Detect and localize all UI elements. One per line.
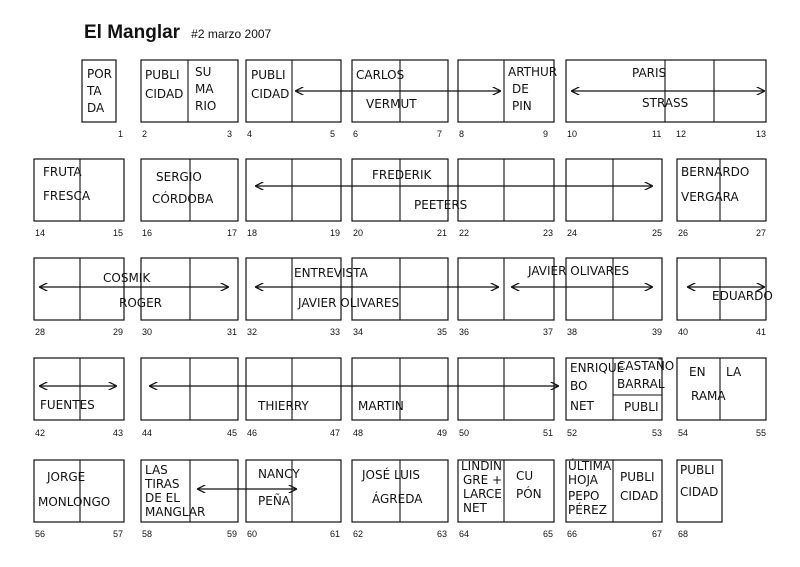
- page-number: 50: [459, 428, 470, 438]
- page-number: 33: [330, 327, 341, 337]
- page-number: 24: [567, 228, 578, 238]
- page-assignment-note: TA: [87, 84, 102, 98]
- page-assignment-note: PEPO: [568, 489, 600, 503]
- page-assignment-note: STRASS: [642, 96, 689, 110]
- page-number: 25: [652, 228, 663, 238]
- page-number: 9: [543, 129, 549, 139]
- page-assignment-note: CIDAD: [145, 87, 184, 101]
- page-assignment-note: COSMIK: [103, 271, 151, 285]
- page-assignment-note: MANGLAR: [145, 505, 206, 519]
- spread-frame: [34, 258, 124, 320]
- page-number: 49: [437, 428, 448, 438]
- page-assignment-note: ENTREVISTA: [294, 266, 368, 280]
- page-assignment-note: FRESCA: [43, 189, 91, 203]
- page-number: 55: [756, 428, 767, 438]
- page-assignment-note: PUBLI: [680, 463, 715, 477]
- page-number: 27: [756, 228, 767, 238]
- page-assignment-note: VERGARA: [681, 190, 739, 204]
- page-assignment-note: PUBLI: [624, 400, 659, 414]
- page-assignment-note: VERMUT: [366, 97, 417, 111]
- page-assignment-note: POR: [87, 67, 113, 81]
- page-assignment-note: FUENTES: [40, 398, 95, 412]
- page-number: 41: [756, 327, 767, 337]
- page-assignment-note: JAVIER OLIVARES: [298, 296, 400, 310]
- page-assignment-note: CIDAD: [680, 485, 719, 499]
- page-assignment-note: PUBLI: [251, 68, 286, 82]
- page-number: 30: [142, 327, 153, 337]
- page-assignment-note: PIN: [512, 99, 532, 113]
- page-number: 5: [330, 129, 336, 139]
- issue-subtitle: #2 marzo 2007: [191, 27, 272, 41]
- page-number: 45: [227, 428, 238, 438]
- page-number: 66: [567, 529, 578, 539]
- page-assignment-note: JOSÉ LUIS: [362, 468, 421, 482]
- page-assignment-note: MONLONGO: [38, 495, 111, 509]
- page-assignment-note: PEÑA: [258, 494, 291, 508]
- page-number: 35: [437, 327, 448, 337]
- page-assignment-note: PEETERS: [414, 198, 468, 212]
- page-number: 62: [353, 529, 364, 539]
- page-assignment-note: RIO: [195, 99, 217, 113]
- page-number: 12: [676, 129, 687, 139]
- page-assignment-note: SERGIO: [156, 170, 202, 184]
- page-assignment-note: SU: [195, 65, 212, 79]
- page-assignment-note: ÚLTIMA: [568, 459, 612, 473]
- page-number: 16: [142, 228, 153, 238]
- spread-frame: [458, 159, 554, 221]
- magazine-title: El Manglar: [84, 22, 181, 43]
- page-assignment-note: PÓN: [516, 487, 542, 501]
- page-number: 54: [678, 428, 689, 438]
- page-number: 23: [543, 228, 554, 238]
- page-assignment-note: JORGE: [47, 470, 86, 484]
- spread-frame: [458, 358, 554, 420]
- page-number: 8: [459, 129, 465, 139]
- page-number: 10: [567, 129, 578, 139]
- page-assignment-note: BERNARDO: [681, 165, 750, 179]
- page-assignment-note: BO: [570, 379, 588, 393]
- page-assignment-note: ROGER: [119, 296, 163, 310]
- page-assignment-note: NANCY: [258, 467, 300, 481]
- page-number: 43: [113, 428, 124, 438]
- page-number: 6: [353, 129, 359, 139]
- page-assignment-note: THIERRY: [258, 399, 309, 413]
- page-number: 48: [353, 428, 364, 438]
- page-number: 17: [227, 228, 238, 238]
- page-number: 36: [459, 327, 470, 337]
- page-number: 59: [227, 529, 238, 539]
- page-number: 20: [353, 228, 364, 238]
- page-number: 37: [543, 327, 554, 337]
- page-number: 51: [543, 428, 554, 438]
- page-number: 18: [247, 228, 258, 238]
- page-number: 11: [652, 129, 662, 139]
- page-assignment-note: NET: [463, 501, 487, 515]
- page-number: 40: [678, 327, 689, 337]
- page-number: 21: [437, 228, 448, 238]
- page-number: 42: [35, 428, 46, 438]
- page-number: 47: [330, 428, 341, 438]
- page-number: 61: [330, 529, 341, 539]
- page-number: 58: [142, 529, 153, 539]
- page-number: 31: [227, 327, 238, 337]
- page-assignment-note: GRE +: [463, 473, 503, 487]
- page-number: 22: [459, 228, 470, 238]
- page-assignment-note: CU: [516, 469, 534, 483]
- page-assignment-note: ARTHUR: [508, 65, 558, 79]
- page-number: 2: [142, 129, 148, 139]
- page-assignment-note: CASTAÑO: [617, 359, 675, 373]
- page-assignment-note: EDUARDO: [712, 289, 773, 303]
- page-assignment-note: FREDERIK: [372, 168, 432, 182]
- page-number: 52: [567, 428, 578, 438]
- page-number: 15: [113, 228, 124, 238]
- page-assignment-note: ÁGREDA: [372, 492, 423, 506]
- page-number: 46: [247, 428, 258, 438]
- page-number: 65: [543, 529, 554, 539]
- page-assignment-note: PUBLI: [145, 68, 180, 82]
- page-number: 13: [756, 129, 767, 139]
- page-number: 7: [437, 129, 443, 139]
- page-number: 53: [652, 428, 663, 438]
- spread-frame: [246, 159, 341, 221]
- page-number: 4: [247, 129, 253, 139]
- spread-frame: [566, 159, 662, 221]
- page-number: 28: [35, 327, 46, 337]
- page-number: 60: [247, 529, 258, 539]
- page-number: 29: [113, 327, 124, 337]
- page-number: 57: [113, 529, 124, 539]
- page-number: 26: [678, 228, 689, 238]
- page-assignment-note: LINDIN: [461, 459, 502, 473]
- page-assignment-note: RAMA: [691, 389, 726, 403]
- page-assignment-note: CIDAD: [620, 489, 659, 503]
- page-number: 68: [678, 529, 689, 539]
- page-assignment-note: TIRAS: [145, 477, 180, 491]
- page-assignment-note: JAVIER OLIVARES: [528, 264, 630, 278]
- page-number: 3: [227, 129, 233, 139]
- page-assignment-note: NET: [570, 399, 594, 413]
- page-assignment-note: FRUTA: [43, 165, 82, 179]
- page-assignment-note: BARRAL: [617, 377, 665, 391]
- page-number: 14: [35, 228, 46, 238]
- page-assignment-note: MARTIN: [358, 399, 404, 413]
- page-number: 56: [35, 529, 46, 539]
- page-assignment-note: LAS: [145, 463, 168, 477]
- page-assignment-note: DE EL: [145, 491, 180, 505]
- page-assignment-note: CARLOS: [356, 68, 405, 82]
- page-number: 38: [567, 327, 578, 337]
- page-number: 44: [142, 428, 153, 438]
- page-assignment-note: PÉREZ: [568, 503, 607, 517]
- page-assignment-note: DE: [512, 82, 529, 96]
- page-assignment-note: CÓRDOBA: [152, 192, 214, 206]
- page-number: 39: [652, 327, 663, 337]
- page-assignment-note: DA: [87, 101, 105, 115]
- page-number: 1: [118, 129, 124, 139]
- page-number: 64: [459, 529, 470, 539]
- page-assignment-note: MA: [195, 82, 214, 96]
- page-assignment-note: PUBLI: [620, 470, 655, 484]
- page-number: 34: [353, 327, 364, 337]
- page-assignment-note: EN: [689, 365, 706, 379]
- page-number: 63: [437, 529, 448, 539]
- page-assignment-note: LARCE: [463, 487, 502, 501]
- page-number: 19: [330, 228, 341, 238]
- page-assignment-note: PARIS: [632, 66, 667, 80]
- page-assignment-note: CIDAD: [251, 87, 290, 101]
- page-number: 32: [247, 327, 258, 337]
- page-assignment-note: LA: [726, 365, 742, 379]
- page-number: 67: [652, 529, 663, 539]
- page-assignment-note: ENRIQUE: [570, 361, 625, 375]
- page-assignment-note: HOJA: [568, 473, 599, 487]
